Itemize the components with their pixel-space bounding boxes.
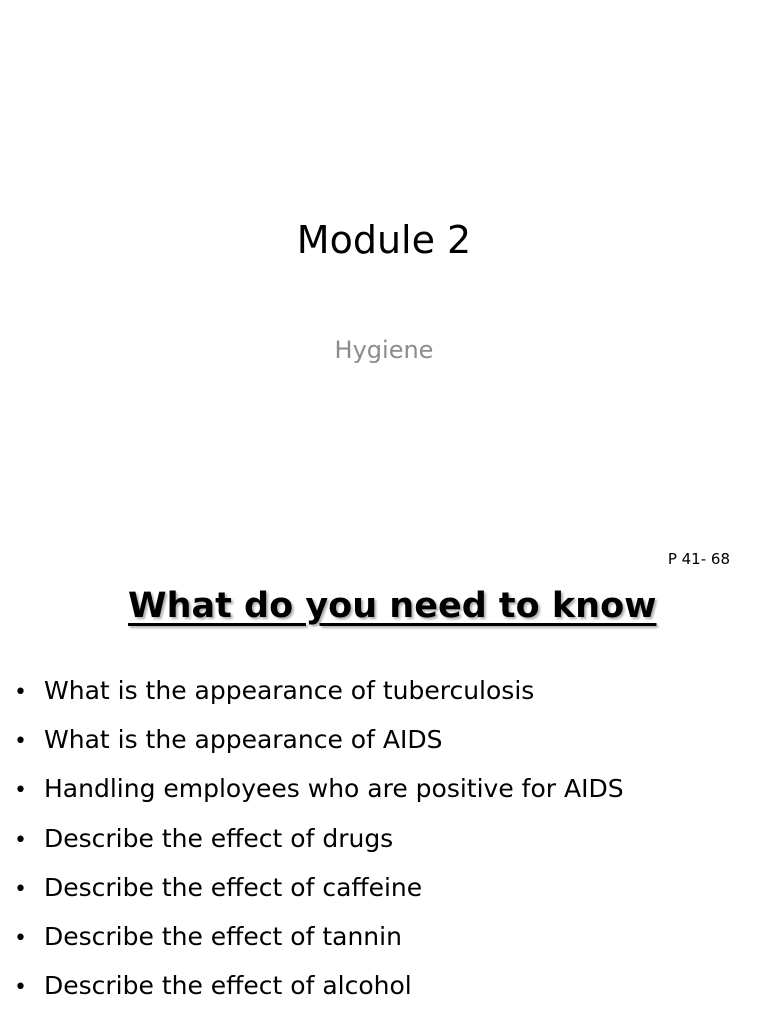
bullet-text: Describe the effect of tannin [44, 921, 402, 951]
bullet-item [14, 774, 624, 823]
bullet-icon: • [14, 827, 27, 853]
bullet-text: Describe the effect of alcohol [44, 971, 412, 1001]
bullet-text: What is the appearance of AIDS [44, 725, 443, 755]
bullet-item [14, 971, 624, 1020]
bullet-icon: • [14, 925, 27, 951]
page-reference: P 41- 68 [667, 550, 730, 568]
bullet-item [14, 725, 624, 774]
bullet-icon: • [14, 680, 27, 705]
bullet-icon: • [14, 975, 27, 1001]
bullet-text: What is the appearance of tuberculosis [44, 676, 535, 705]
content-slide [0, 550, 768, 1024]
bullet-item [14, 676, 624, 725]
bullet-text: Describe the effect of caffeine [44, 872, 423, 902]
bullet-item [14, 922, 624, 971]
bullet-item [14, 824, 624, 873]
bullet-list [14, 676, 624, 1020]
bullet-text: Handling employees who are positive for AIDS [44, 774, 624, 804]
slide-title: Module 2 [296, 218, 472, 262]
slide-heading: What do you need to know [128, 586, 657, 626]
bullet-icon: • [14, 876, 27, 902]
bullet-icon: • [14, 729, 27, 755]
bullet-text: Describe the effect of drugs [44, 823, 394, 853]
bullet-item [14, 873, 624, 922]
slide-subtitle: Hygiene [334, 336, 434, 364]
bullet-icon: • [14, 778, 27, 804]
